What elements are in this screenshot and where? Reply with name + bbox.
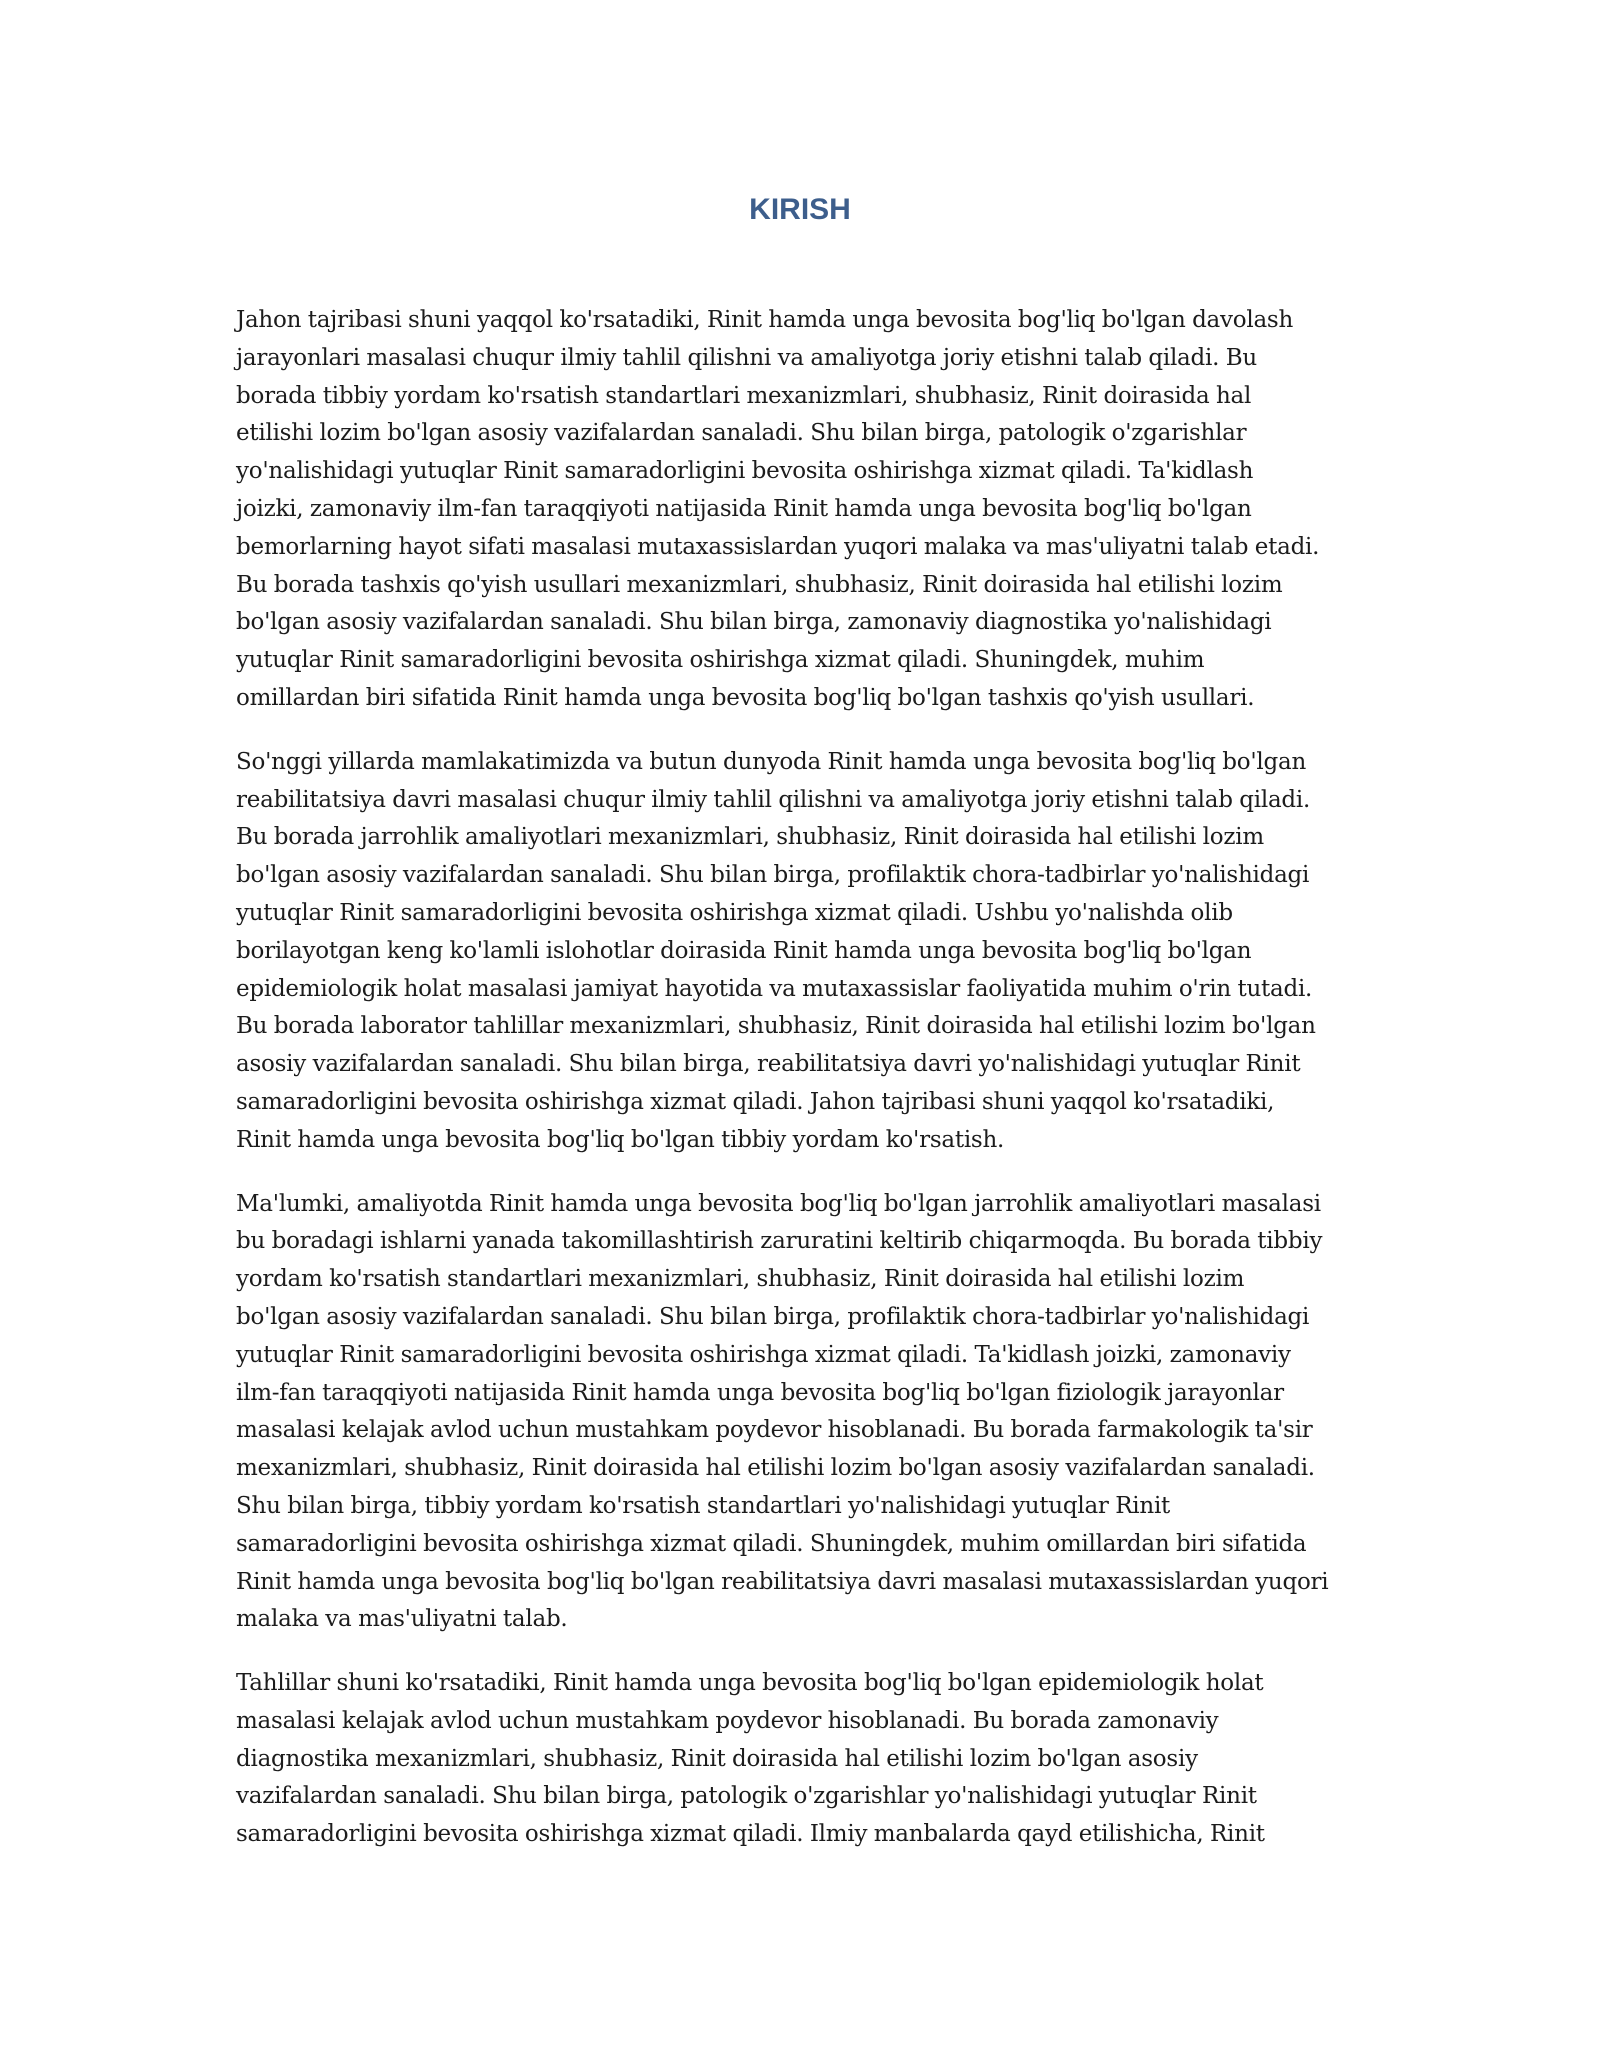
text-line: diagnostika mexanizmlari, shubhasiz, Rinit doirasida hal etilishi lozim bo'lgan asosiy — [236, 1745, 1198, 1772]
paragraph — [236, 744, 1366, 1160]
text-line: Shu bilan birga, tibbiy yordam ko'rsatish standartlari yo'nalishidagi yutuqlar Rinit — [236, 1492, 1171, 1519]
text-line: borilayotgan keng ko'lamli islohotlar doirasida Rinit hamda unga bevosita bog'liq bo'lgan — [236, 937, 1252, 964]
text-line: asosiy vazifalardan sanaladi. Shu bilan birga, reabilitatsiya davri yo'nalishidagi yutuqlar Rinit — [236, 1051, 1301, 1078]
text-line: Bu borada tashxis qo'yish usullari mexanizmlari, shubhasiz, Rinit doirasida hal etilishi lozim — [236, 571, 1283, 598]
text-line: ilm-fan taraqqiyoti natijasida Rinit hamda unga bevosita bog'liq bo'lgan fiziologik jarayonlar — [236, 1379, 1284, 1406]
paragraph — [236, 1186, 1366, 1640]
text-line: masalasi kelajak avlod uchun mustahkam poydevor hisoblanadi. Bu borada farmakologik ta'sir — [236, 1417, 1313, 1444]
text-line: yo'nalishidagi yutuqlar Rinit samaradorligini bevosita oshirishga xizmat qiladi. Ta'kidlash — [236, 458, 1254, 485]
page-title: KIRISH — [749, 193, 851, 226]
text-line: etilishi lozim bo'lgan asosiy vazifalardan sanaladi. Shu bilan birga, patologik o'zgarishlar — [236, 420, 1247, 447]
text-line: yutuqlar Rinit samaradorligini bevosita oshirishga xizmat qiladi. Ushbu yo'nalishda olib — [236, 899, 1233, 926]
text-line: masalasi kelajak avlod uchun mustahkam poydevor hisoblanadi. Bu borada zamonaviy — [236, 1707, 1219, 1734]
text-line: Bu borada laborator tahlillar mexanizmlari, shubhasiz, Rinit doirasida hal etilishi lozim bo'lgan — [236, 1013, 1316, 1040]
text-line: Tahlillar shuni ko'rsatadiki, Rinit hamda unga bevosita bog'liq bo'lgan epidemiologik holat — [236, 1670, 1264, 1697]
text-line: So'nggi yillarda mamlakatimizda va butun dunyoda Rinit hamda unga bevosita bog'liq bo'lgan — [236, 748, 1307, 775]
text-line: bu boradagi ishlarni yanada takomillashtirish zaruratini keltirib chiqarmoqda. Bu borada tibbiy — [236, 1228, 1323, 1255]
text-line: joizki, zamonaviy ilm-fan taraqqiyoti natijasida Rinit hamda unga bevosita bog'liq bo'lgan — [236, 495, 1252, 522]
text-line: epidemiologik holat masalasi jamiyat hayotida va mutaxassislar faoliyatida muhim o'rin tutadi. — [236, 975, 1313, 1002]
text-line: vazifalardan sanaladi. Shu bilan birga, patologik o'zgarishlar yo'nalishidagi yutuqlar Rinit — [236, 1783, 1257, 1810]
document-body — [236, 302, 1366, 1880]
text-line: bo'lgan asosiy vazifalardan sanaladi. Shu bilan birga, profilaktik chora-tadbirlar yo'nalishidagi — [236, 1303, 1310, 1330]
paragraph — [236, 302, 1366, 718]
text-line: Rinit hamda unga bevosita bog'liq bo'lgan reabilitatsiya davri masalasi mutaxassislardan yuqori — [236, 1568, 1329, 1595]
text-line: bemorlarning hayot sifati masalasi mutaxassislardan yuqori malaka va mas'uliyatni talab etadi. — [236, 533, 1320, 560]
paragraph — [236, 1665, 1366, 1854]
text-line: samaradorligini bevosita oshirishga xizmat qiladi. Ilmiy manbalarda qayd etilishicha, Rinit — [236, 1821, 1265, 1848]
text-line: bo'lgan asosiy vazifalardan sanaladi. Shu bilan birga, zamonaviy diagnostika yo'nalishidagi — [236, 609, 1272, 636]
text-line: jarayonlari masalasi chuqur ilmiy tahlil qilishni va amaliyotga joriy etishni talab qiladi. Bu — [236, 344, 1257, 371]
text-line: yutuqlar Rinit samaradorligini bevosita oshirishga xizmat qiladi. Ta'kidlash joizki, zamonaviy — [236, 1341, 1291, 1368]
text-line: yutuqlar Rinit samaradorligini bevosita oshirishga xizmat qiladi. Shuningdek, muhim — [236, 647, 1205, 674]
text-line: reabilitatsiya davri masalasi chuqur ilmiy tahlil qilishni va amaliyotga joriy etishni talab qiladi. — [236, 786, 1311, 813]
text-line: Ma'lumki, amaliyotda Rinit hamda unga bevosita bog'liq bo'lgan jarrohlik amaliyotlari masalasi — [236, 1190, 1321, 1217]
text-line: malaka va mas'uliyatni talab. — [236, 1606, 568, 1633]
text-line: Rinit hamda unga bevosita bog'liq bo'lgan tibbiy yordam ko'rsatish. — [236, 1126, 1005, 1153]
text-line: samaradorligini bevosita oshirishga xizmat qiladi. Jahon tajribasi shuni yaqqol ko'rsatadiki, — [236, 1088, 1275, 1115]
text-line: samaradorligini bevosita oshirishga xizmat qiladi. Shuningdek, muhim omillardan biri sifatida — [236, 1530, 1307, 1557]
text-line: omillardan biri sifatida Rinit hamda unga bevosita bog'liq bo'lgan tashxis qo'yish usullari. — [236, 684, 1255, 711]
text-line: bo'lgan asosiy vazifalardan sanaladi. Shu bilan birga, profilaktik chora-tadbirlar yo'nalishidagi — [236, 862, 1310, 889]
text-line: yordam ko'rsatish standartlari mexanizmlari, shubhasiz, Rinit doirasida hal etilishi lozim — [236, 1266, 1245, 1293]
text-line: Jahon tajribasi shuni yaqqol ko'rsatadiki, Rinit hamda unga bevosita bog'liq bo'lgan davolash — [236, 307, 1294, 333]
text-line: borada tibbiy yordam ko'rsatish standartlari mexanizmlari, shubhasiz, Rinit doirasida hal — [236, 382, 1252, 409]
text-line: mexanizmlari, shubhasiz, Rinit doirasida hal etilishi lozim bo'lgan asosiy vazifalardan sanaladi. — [236, 1455, 1315, 1482]
text-line: Bu borada jarrohlik amaliyotlari mexanizmlari, shubhasiz, Rinit doirasida hal etilishi lozim — [236, 824, 1264, 851]
